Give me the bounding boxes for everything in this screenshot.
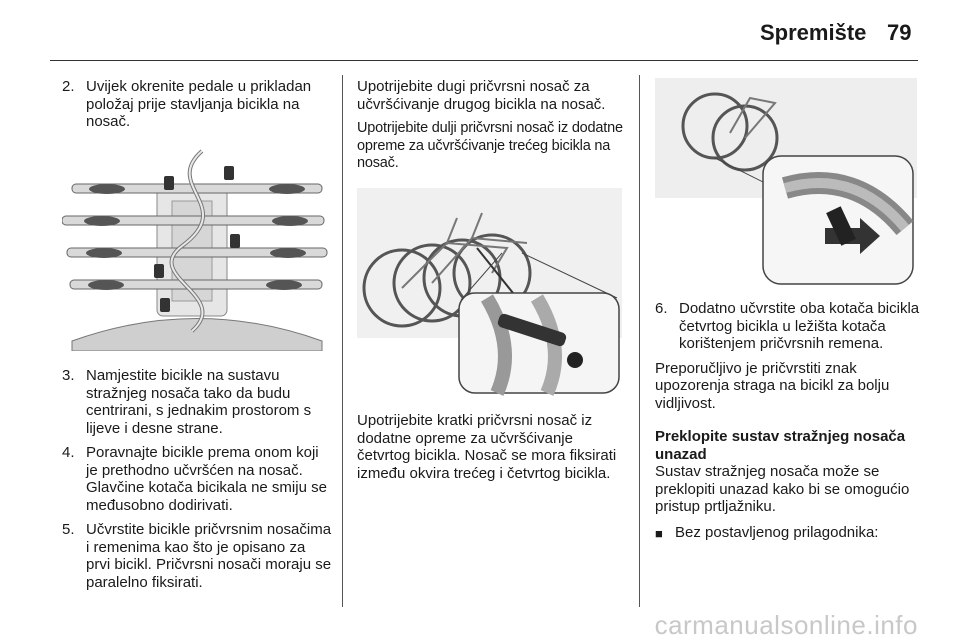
step-number: 4. <box>62 444 75 461</box>
bike-rack-carrier-illustration <box>62 146 332 351</box>
step-text: Poravnajte bicikle prema onom koji je prethodno učvršćen na nosač. Glavčine kotača bicikala ne smiju se međusobno dodirivati. <box>86 444 327 514</box>
page-title: Spremište <box>760 20 867 45</box>
bullet-square-icon: ■ <box>655 525 663 541</box>
step-4 <box>62 444 332 514</box>
step-number: 6. <box>655 300 668 317</box>
paragraph-warning-sign: Preporučljivo je pričvrstiti znak upozorenja straga na bicikl za bolju vidljivost. <box>655 359 890 412</box>
step-text: Učvrstite bicikle pričvrsnim nosačima i remenima kao što je opisano za prvi bicikl. Pričvrsni nosači moraju se paralelno fiksirati. <box>86 521 332 591</box>
step-2 <box>62 78 332 131</box>
paragraph-longer-bracket: Upotrijebite dulji pričvrsni nosač iz dodatne opreme za učvršćivanje trećeg bicikla na nosač. <box>357 120 623 171</box>
column-3 <box>655 78 920 542</box>
wheel-strap-illustration <box>655 78 917 286</box>
paragraph-long-bracket: Upotrijebite dugi pričvrsni nosač za učvršćivanje drugog bicikla na nosač. <box>357 78 606 113</box>
column-2 <box>357 78 627 489</box>
watermark <box>0 610 960 641</box>
step-text: Namjestite bicikle na sustavu stražnjeg nosača tako da budu centrirani, s jednakim prostorom s lijeve i desne strane. <box>86 367 312 437</box>
bullet-item <box>655 524 920 543</box>
step-number: 5. <box>62 521 75 538</box>
page-number: 79 <box>887 20 912 45</box>
bikes-bracket-illustration <box>357 188 622 396</box>
step-6 <box>655 300 920 353</box>
paragraph-short-bracket: Upotrijebite kratki pričvrsni nosač iz dodatne opreme za učvršćivanje četvrtog bicikla. Nosač se mora fiksirati između okvira trećeg i četvrtog bicikla. <box>357 412 617 482</box>
section-subheading: Preklopite sustav stražnjeg nosača unazad <box>655 428 906 463</box>
column-1 <box>62 78 332 598</box>
watermark-text: carmanualsonline.info <box>654 610 918 640</box>
step-3 <box>62 367 332 437</box>
step-5 <box>62 521 332 591</box>
column-divider-2 <box>639 75 640 607</box>
bullet-text: Bez postavljenog prilagodnika: <box>675 523 879 541</box>
step-number: 2. <box>62 78 75 95</box>
column-divider-1 <box>342 75 343 607</box>
header-rule <box>50 60 918 61</box>
page-header <box>0 0 960 64</box>
step-number: 3. <box>62 367 75 384</box>
step-text: Dodatno učvrstite oba kotača bicikla četvrtog bicikla u ležišta kotača korištenjem pričvrsnih remena. <box>679 300 920 352</box>
paragraph-fold-back: Sustav stražnjeg nosača može se preklopiti unazad kako bi se omogućio pristup prtljažniku. <box>655 463 910 515</box>
step-text: Uvijek okrenite pedale u prikladan položaj prije stavljanja bicikla na nosač. <box>86 78 312 130</box>
